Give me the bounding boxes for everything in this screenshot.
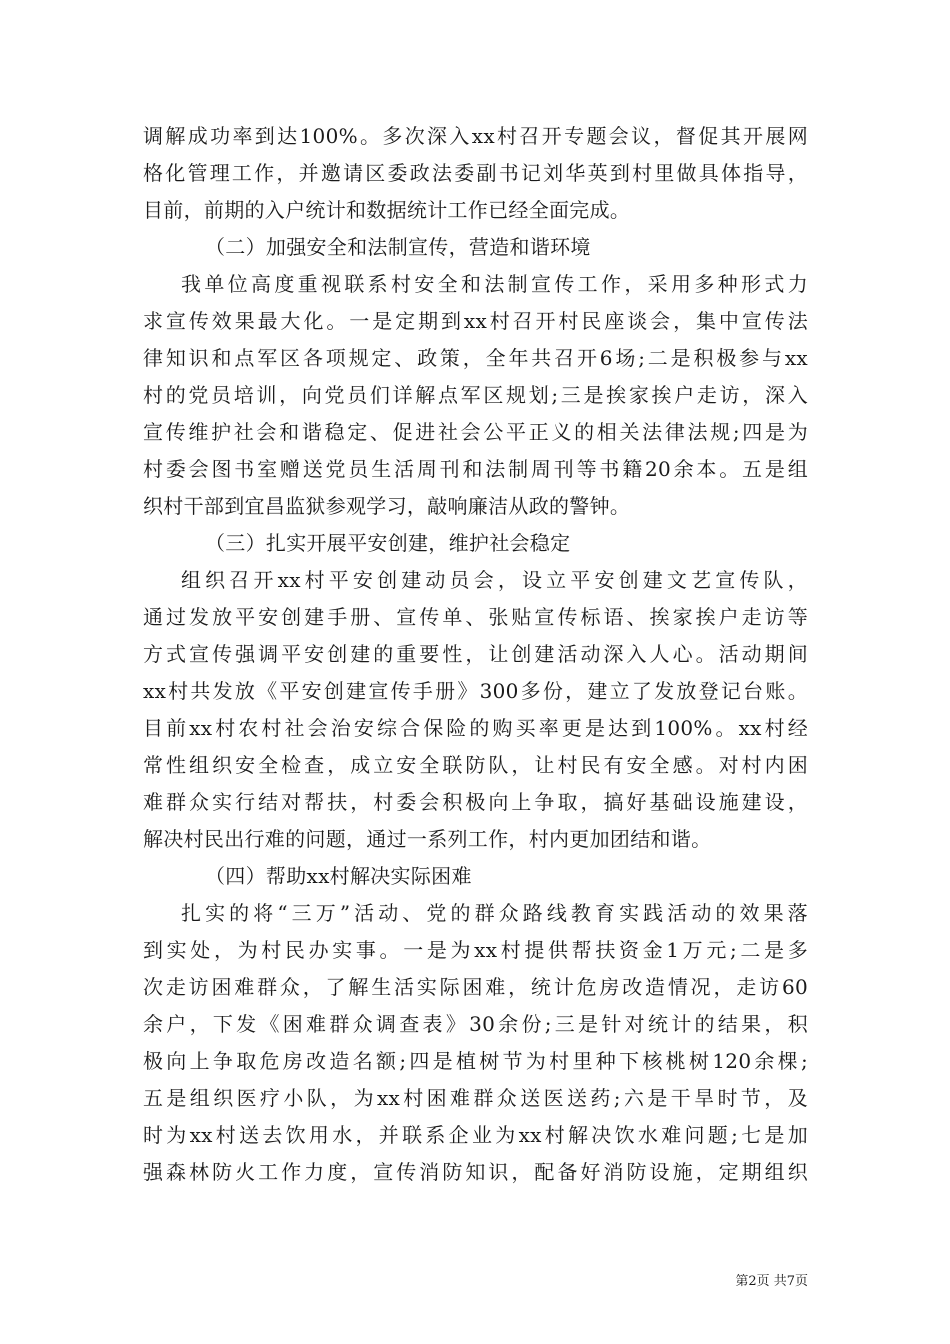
- text-line: 常性组织安全检查，成立安全联防队，让村民有安全感。对村内困: [143, 753, 808, 777]
- section-heading: （四）帮助xx村解决实际困难: [205, 864, 472, 888]
- text-line: 五是组织医疗小队，为xx村困难群众送医送药;六是干旱时节，及: [143, 1086, 808, 1110]
- text-line: 方式宣传强调平安创建的重要性，让创建活动深入人心。活动期间: [143, 642, 808, 666]
- text-line: 村委会图书室赠送党员生活周刊和法制周刊等书籍20余本。五是组: [143, 457, 808, 481]
- text-line: 次走访困难群众，了解生活实际困难，统计危房改造情况，走访60: [143, 975, 808, 999]
- text-line: 难群众实行结对帮扶，村委会积极向上争取，搞好基础设施建设，: [143, 790, 808, 814]
- text-line: 求宣传效果最大化。一是定期到xx村召开村民座谈会，集中宣传法: [143, 309, 808, 333]
- document-body: [143, 118, 808, 1191]
- text-line: 组织召开xx村平安创建动员会，设立平安创建文艺宣传队，: [181, 568, 808, 592]
- text-line: 织村干部到宜昌监狱参观学习，敲响廉洁从政的警钟。: [143, 494, 631, 518]
- text-line: 强森林防火工作力度，宣传消防知识，配备好消防设施，定期组织: [143, 1160, 808, 1184]
- text-line: 极向上争取危房改造名额;四是植树节为村里种下核桃树120余棵;: [143, 1049, 808, 1073]
- text-line: 村的党员培训，向党员们详解点军区规划;三是挨家挨户走访，深入: [143, 383, 808, 407]
- page-number: 第2页 共7页: [735, 1274, 808, 1289]
- text-line: 目前，前期的入户统计和数据统计工作已经全面完成。: [143, 198, 631, 222]
- text-line: 我单位高度重视联系村安全和法制宣传工作，采用多种形式力: [181, 272, 808, 296]
- section-heading: （三）扎实开展平安创建，维护社会稳定: [205, 531, 571, 555]
- section-heading: （二）加强安全和法制宣传，营造和谐环境: [205, 235, 591, 259]
- text-line: 时为xx村送去饮用水，并联系企业为xx村解决饮水难问题;七是加: [143, 1123, 808, 1147]
- text-line: 调解成功率到达100%。多次深入xx村召开专题会议，督促其开展网: [143, 124, 808, 148]
- text-line: 律知识和点军区各项规定、政策，全年共召开6场;二是积极参与xx: [143, 346, 808, 370]
- text-line: 格化管理工作，并邀请区委政法委副书记刘华英到村里做具体指导，: [143, 161, 808, 185]
- text-line: xx村共发放《平安创建宣传手册》300多份，建立了发放登记台账。: [143, 679, 808, 703]
- text-line: 余户，下发《困难群众调查表》30余份;三是针对统计的结果，积: [143, 1012, 808, 1036]
- text-line: 解决村民出行难的问题，通过一系列工作，村内更加团结和谐。: [143, 827, 712, 851]
- text-line: 通过发放平安创建手册、宣传单、张贴宣传标语、挨家挨户走访等: [143, 605, 808, 629]
- text-line: 到实处，为村民办实事。一是为xx村提供帮扶资金1万元;二是多: [143, 938, 808, 962]
- text-line: 目前xx村农村社会治安综合保险的购买率更是达到100%。xx村经: [143, 716, 808, 740]
- text-line: 扎实的将“三万”活动、党的群众路线教育实践活动的效果落: [181, 901, 808, 925]
- text-line: 宣传维护社会和谐稳定、促进社会公平正义的相关法律法规;四是为: [143, 420, 808, 444]
